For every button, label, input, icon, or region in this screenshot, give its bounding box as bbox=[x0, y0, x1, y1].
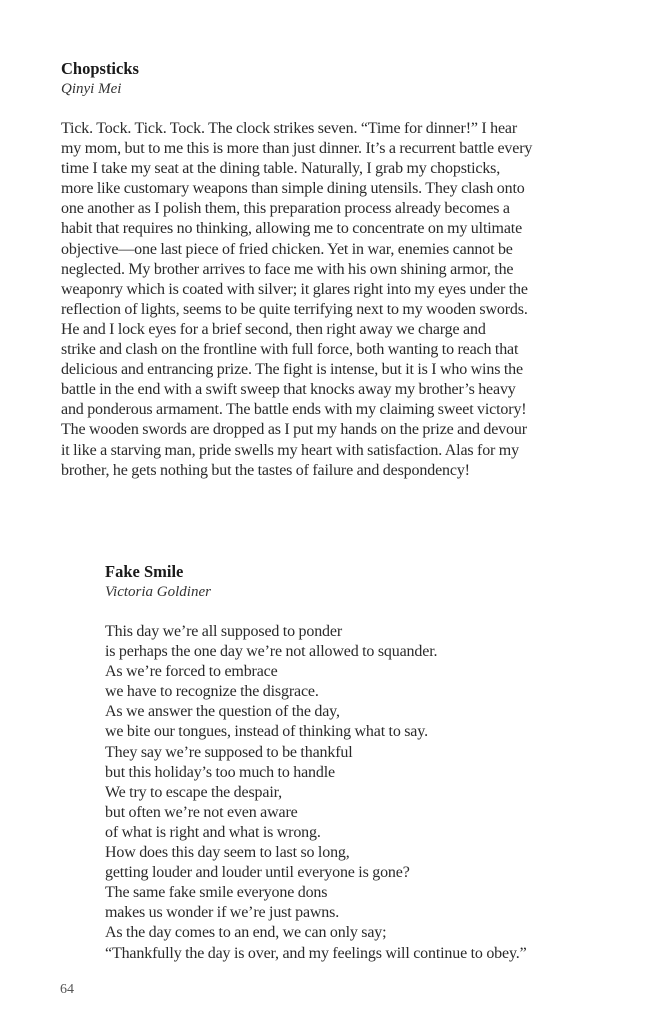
poem-line: of what is right and what is wrong. bbox=[105, 823, 321, 841]
poem-line: we have to recognize the disgrace. bbox=[105, 683, 319, 701]
poem-line: As we’re forced to embrace bbox=[105, 663, 278, 681]
story-title: Chopsticks bbox=[61, 59, 139, 78]
poem-line: This day we’re all supposed to ponder bbox=[105, 623, 343, 640]
story-body bbox=[61, 119, 581, 481]
poem-line: How does this day seem to last so long, bbox=[105, 844, 350, 862]
story-chopsticks bbox=[61, 59, 581, 481]
story-line: neglected. My brother arrives to face me with his own shining armor, the bbox=[61, 260, 514, 278]
poem-line: The same fake smile everyone dons bbox=[105, 884, 328, 902]
poem-line: is perhaps the one day we’re not allowed to squander. bbox=[105, 643, 438, 661]
poem-line: getting louder and louder until everyone is gone? bbox=[105, 864, 410, 882]
story-line: brother, he gets nothing but the tastes of failure and despondency! bbox=[61, 461, 470, 479]
poem-fake-smile bbox=[105, 562, 585, 964]
story-author: Qinyi Mei bbox=[61, 81, 122, 97]
story-line: my mom, but to me this is more than just dinner. It’s a recurrent battle every bbox=[61, 140, 533, 158]
story-line: delicious and entrancing prize. The fight is intense, but it is I who wins the bbox=[61, 361, 523, 379]
story-line: more like customary weapons than simple dining utensils. They clash onto bbox=[61, 180, 525, 198]
poem-line: We try to escape the despair, bbox=[105, 783, 283, 801]
poem-line: As the day comes to an end, we can only say; bbox=[105, 924, 387, 942]
poem-line: but this holiday’s too much to handle bbox=[105, 763, 335, 781]
story-line: objective—one last piece of fried chicken. Yet in war, enemies cannot be bbox=[61, 240, 513, 258]
story-line: reflection of lights, seems to be quite terrifying next to my wooden swords. bbox=[61, 300, 528, 318]
poem-line: “Thankfully the day is over, and my feelings will continue to obey.” bbox=[105, 944, 527, 962]
story-line: habit that requires no thinking, allowing me to concentrate on my ultimate bbox=[61, 220, 523, 238]
page-number: 64 bbox=[60, 982, 74, 997]
poem-body bbox=[105, 622, 585, 964]
story-line: Tick. Tock. Tick. Tock. The clock strikes seven. “Time for dinner!” I hear bbox=[61, 120, 518, 137]
story-line: weaponry which is coated with silver; it glares right into my eyes under the bbox=[61, 280, 528, 298]
poem-line: we bite our tongues, instead of thinking what to say. bbox=[105, 723, 428, 741]
story-line: battle in the end with a swift sweep that knocks away my brother’s heavy bbox=[61, 381, 516, 399]
story-line: one another as I polish them, this preparation process already becomes a bbox=[61, 200, 510, 218]
story-line: time I take my seat at the dining table. Naturally, I grab my chopsticks, bbox=[61, 160, 501, 178]
poem-line: They say we’re supposed to be thankful bbox=[105, 743, 353, 761]
poem-line: As we answer the question of the day, bbox=[105, 703, 340, 721]
story-line: The wooden swords are dropped as I put my hands on the prize and devour bbox=[61, 421, 527, 439]
poem-title: Fake Smile bbox=[105, 562, 184, 581]
poem-line: but often we’re not even aware bbox=[105, 803, 298, 821]
story-line: strike and clash on the frontline with full force, both wanting to reach that bbox=[61, 341, 519, 359]
story-line: it like a starving man, pride swells my heart with satisfaction. Alas for my bbox=[61, 441, 519, 459]
poem-line: makes us wonder if we’re just pawns. bbox=[105, 904, 340, 922]
story-line: He and I lock eyes for a brief second, then right away we charge and bbox=[61, 320, 486, 338]
poem-author: Victoria Goldiner bbox=[105, 584, 211, 600]
story-line: and ponderous armament. The battle ends with my claiming sweet victory! bbox=[61, 401, 527, 419]
